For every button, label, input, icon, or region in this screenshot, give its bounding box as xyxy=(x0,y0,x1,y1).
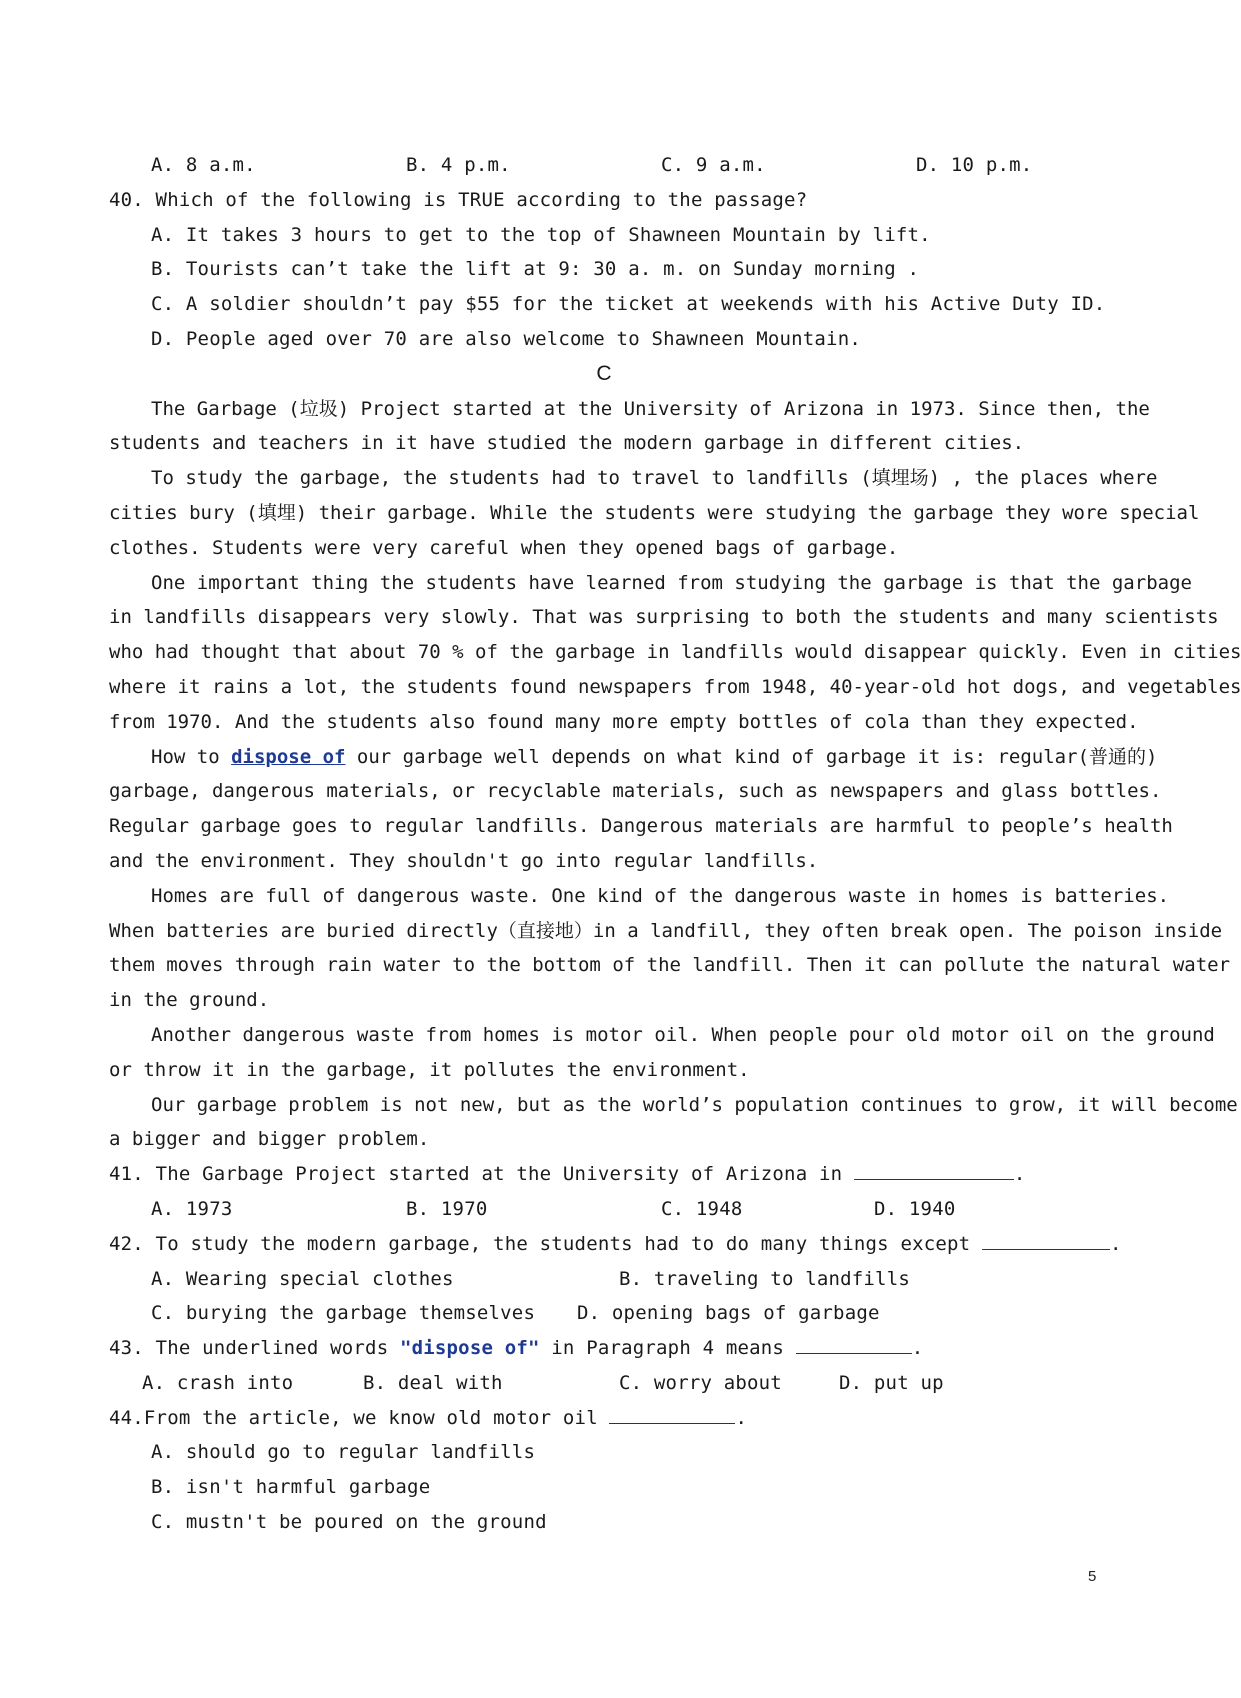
q42-option-b: B. traveling to landfills xyxy=(619,1267,910,1290)
paragraph-line xyxy=(109,740,1158,775)
q39-option-d: D. 10 p.m. xyxy=(916,154,1033,176)
q41-option-c: C. 1948 xyxy=(661,1197,743,1220)
passage-paragraph-3 xyxy=(109,566,1241,740)
paragraph-line: who had thought that about 70 % of the garbage in landfills would disappear quickly. Even in cities xyxy=(109,641,1241,664)
q44-option-b: B. isn't harmful garbage xyxy=(151,1476,431,1499)
q39-option-b: B. 4 p.m. xyxy=(406,154,511,176)
paragraph-line: Regular garbage goes to regular landfills. Dangerous materials are harmful to people’s health xyxy=(109,815,1173,838)
passage-paragraph-1 xyxy=(109,392,1150,462)
paragraph-line: To study the garbage, the students had to travel to landfills (填埋场) , the places where xyxy=(151,467,1158,490)
question-end: . xyxy=(735,1406,748,1429)
q41-option-d: D. 1940 xyxy=(874,1197,956,1220)
q42-options-row-1 xyxy=(109,1262,1099,1297)
paragraph-line: them moves through rain water to the bottom of the landfill. Then it can pollute the natural water xyxy=(109,954,1231,977)
paragraph-line: clothes. Students were very careful when they opened bags of garbage. xyxy=(109,536,899,559)
paragraph-line: Another dangerous waste from homes is motor oil. When people pour old motor oil on the ground xyxy=(151,1023,1215,1046)
paragraph-text: our garbage well depends on what kind of garbage it is: regular(普通的) xyxy=(345,745,1158,768)
q42-option-a: A. Wearing special clothes xyxy=(151,1267,454,1290)
paragraph-line: and the environment. They shouldn't go into regular landfills. xyxy=(109,849,819,872)
answer-blank[interactable] xyxy=(982,1231,1110,1250)
passage-paragraph-4 xyxy=(109,740,1173,879)
q39-options xyxy=(109,148,1099,183)
paragraph-line: The Garbage (垃圾) Project started at the University of Arizona in 1973. Since then, the xyxy=(151,397,1150,420)
paragraph-line: from 1970. And the students also found many more empty bottles of cola than they expected. xyxy=(109,710,1139,733)
question-text: in Paragraph 4 means xyxy=(539,1337,796,1360)
paragraph-line: Our garbage problem is not new, but as the world’s population continues to grow, it will become xyxy=(151,1093,1238,1116)
q42-options-row-2 xyxy=(109,1296,1099,1331)
q42-option-d: D. opening bags of garbage xyxy=(577,1302,880,1325)
passage-paragraph-2 xyxy=(109,461,1200,565)
q43-option-a: A. crash into xyxy=(142,1371,294,1394)
paragraph-line: students and teachers in it have studied the modern garbage in different cities. xyxy=(109,432,1025,455)
paragraph-line: Homes are full of dangerous waste. One kind of the dangerous waste in homes is batteries. xyxy=(151,884,1170,907)
passage-paragraph-6 xyxy=(109,1018,1215,1088)
q40-stem: 40. Which of the following is TRUE according to the passage? xyxy=(109,188,808,211)
quoted-phrase: "dispose of" xyxy=(399,1337,540,1360)
exam-page xyxy=(109,148,1241,1540)
q43-option-b: B. deal with xyxy=(363,1371,503,1394)
answer-blank[interactable] xyxy=(796,1335,912,1354)
q40-option-c: C. A soldier shouldn’t pay $55 for the ticket at weekends with his Active Duty ID. xyxy=(151,293,1106,316)
q40-option-d: D. People aged over 70 are also welcome to Shawneen Mountain. xyxy=(151,327,861,350)
question-text: 43. The underlined words xyxy=(109,1337,400,1360)
paragraph-line: garbage, dangerous materials, or recyclable materials, such as newspapers and glass bottles. xyxy=(109,780,1162,803)
q41-option-b: B. 1970 xyxy=(406,1197,488,1220)
q43-stem xyxy=(109,1331,1099,1366)
section-heading: C xyxy=(596,361,612,385)
q43-option-d: D. put up xyxy=(839,1371,944,1394)
q43-options xyxy=(109,1366,1099,1401)
q41-options xyxy=(109,1192,1099,1227)
q44-option-c: C. mustn't be poured on the ground xyxy=(151,1511,547,1534)
question-text: 41. The Garbage Project started at the University of Arizona in xyxy=(109,1163,854,1186)
q44-stem xyxy=(109,1401,1099,1436)
paragraph-line: a bigger and bigger problem. xyxy=(109,1128,430,1151)
question-end: . xyxy=(911,1337,924,1360)
underlined-phrase: dispose of xyxy=(231,745,346,768)
q44-option-a: A. should go to regular landfills xyxy=(151,1441,536,1464)
q39-option-c: C. 9 a.m. xyxy=(661,154,766,176)
paragraph-line: or throw it in the garbage, it pollutes the environment. xyxy=(109,1058,750,1081)
answer-blank[interactable] xyxy=(609,1405,735,1424)
q40-option-b: B. Tourists can’t take the lift at 9: 30 a. m. on Sunday morning . xyxy=(151,258,920,281)
paragraph-line: in the ground. xyxy=(109,989,270,1012)
question-text: 42. To study the modern garbage, the students had to do many things except xyxy=(109,1232,982,1255)
question-text: 44.From the article, we know old motor oil xyxy=(109,1406,610,1429)
paragraph-line: where it rains a lot, the students found newspapers from 1948, 40-year-old hot dogs, and vegetables xyxy=(109,675,1241,698)
question-end: . xyxy=(1013,1163,1026,1186)
paragraph-line: One important thing the students have learned from studying the garbage is that the garbage xyxy=(151,571,1192,594)
answer-blank[interactable] xyxy=(854,1161,1014,1180)
q39-option-a: A. 8 a.m. xyxy=(151,154,256,176)
question-end: . xyxy=(1109,1232,1122,1255)
page-number: 5 xyxy=(1088,1568,1097,1585)
q41-option-a: A. 1973 xyxy=(151,1197,233,1220)
passage-paragraph-5 xyxy=(109,879,1231,1018)
paragraph-line: When batteries are buried directly（直接地）in a landfill, they often break open. The poison inside xyxy=(109,919,1223,942)
q41-stem xyxy=(109,1157,1099,1192)
paragraph-line: cities bury (填埋) their garbage. While the students were studying the garbage they wore special xyxy=(109,501,1200,524)
passage-paragraph-7 xyxy=(109,1088,1238,1158)
q42-stem xyxy=(109,1227,1122,1262)
paragraph-text: How to xyxy=(151,745,232,768)
paragraph-line: in landfills disappears very slowly. That was surprising to both the students and many scientists xyxy=(109,606,1219,629)
q42-option-c: C. burying the garbage themselves xyxy=(151,1302,536,1325)
q43-option-c: C. worry about xyxy=(619,1371,782,1394)
q40-option-a: A. It takes 3 hours to get to the top of Shawneen Mountain by lift. xyxy=(151,223,931,246)
